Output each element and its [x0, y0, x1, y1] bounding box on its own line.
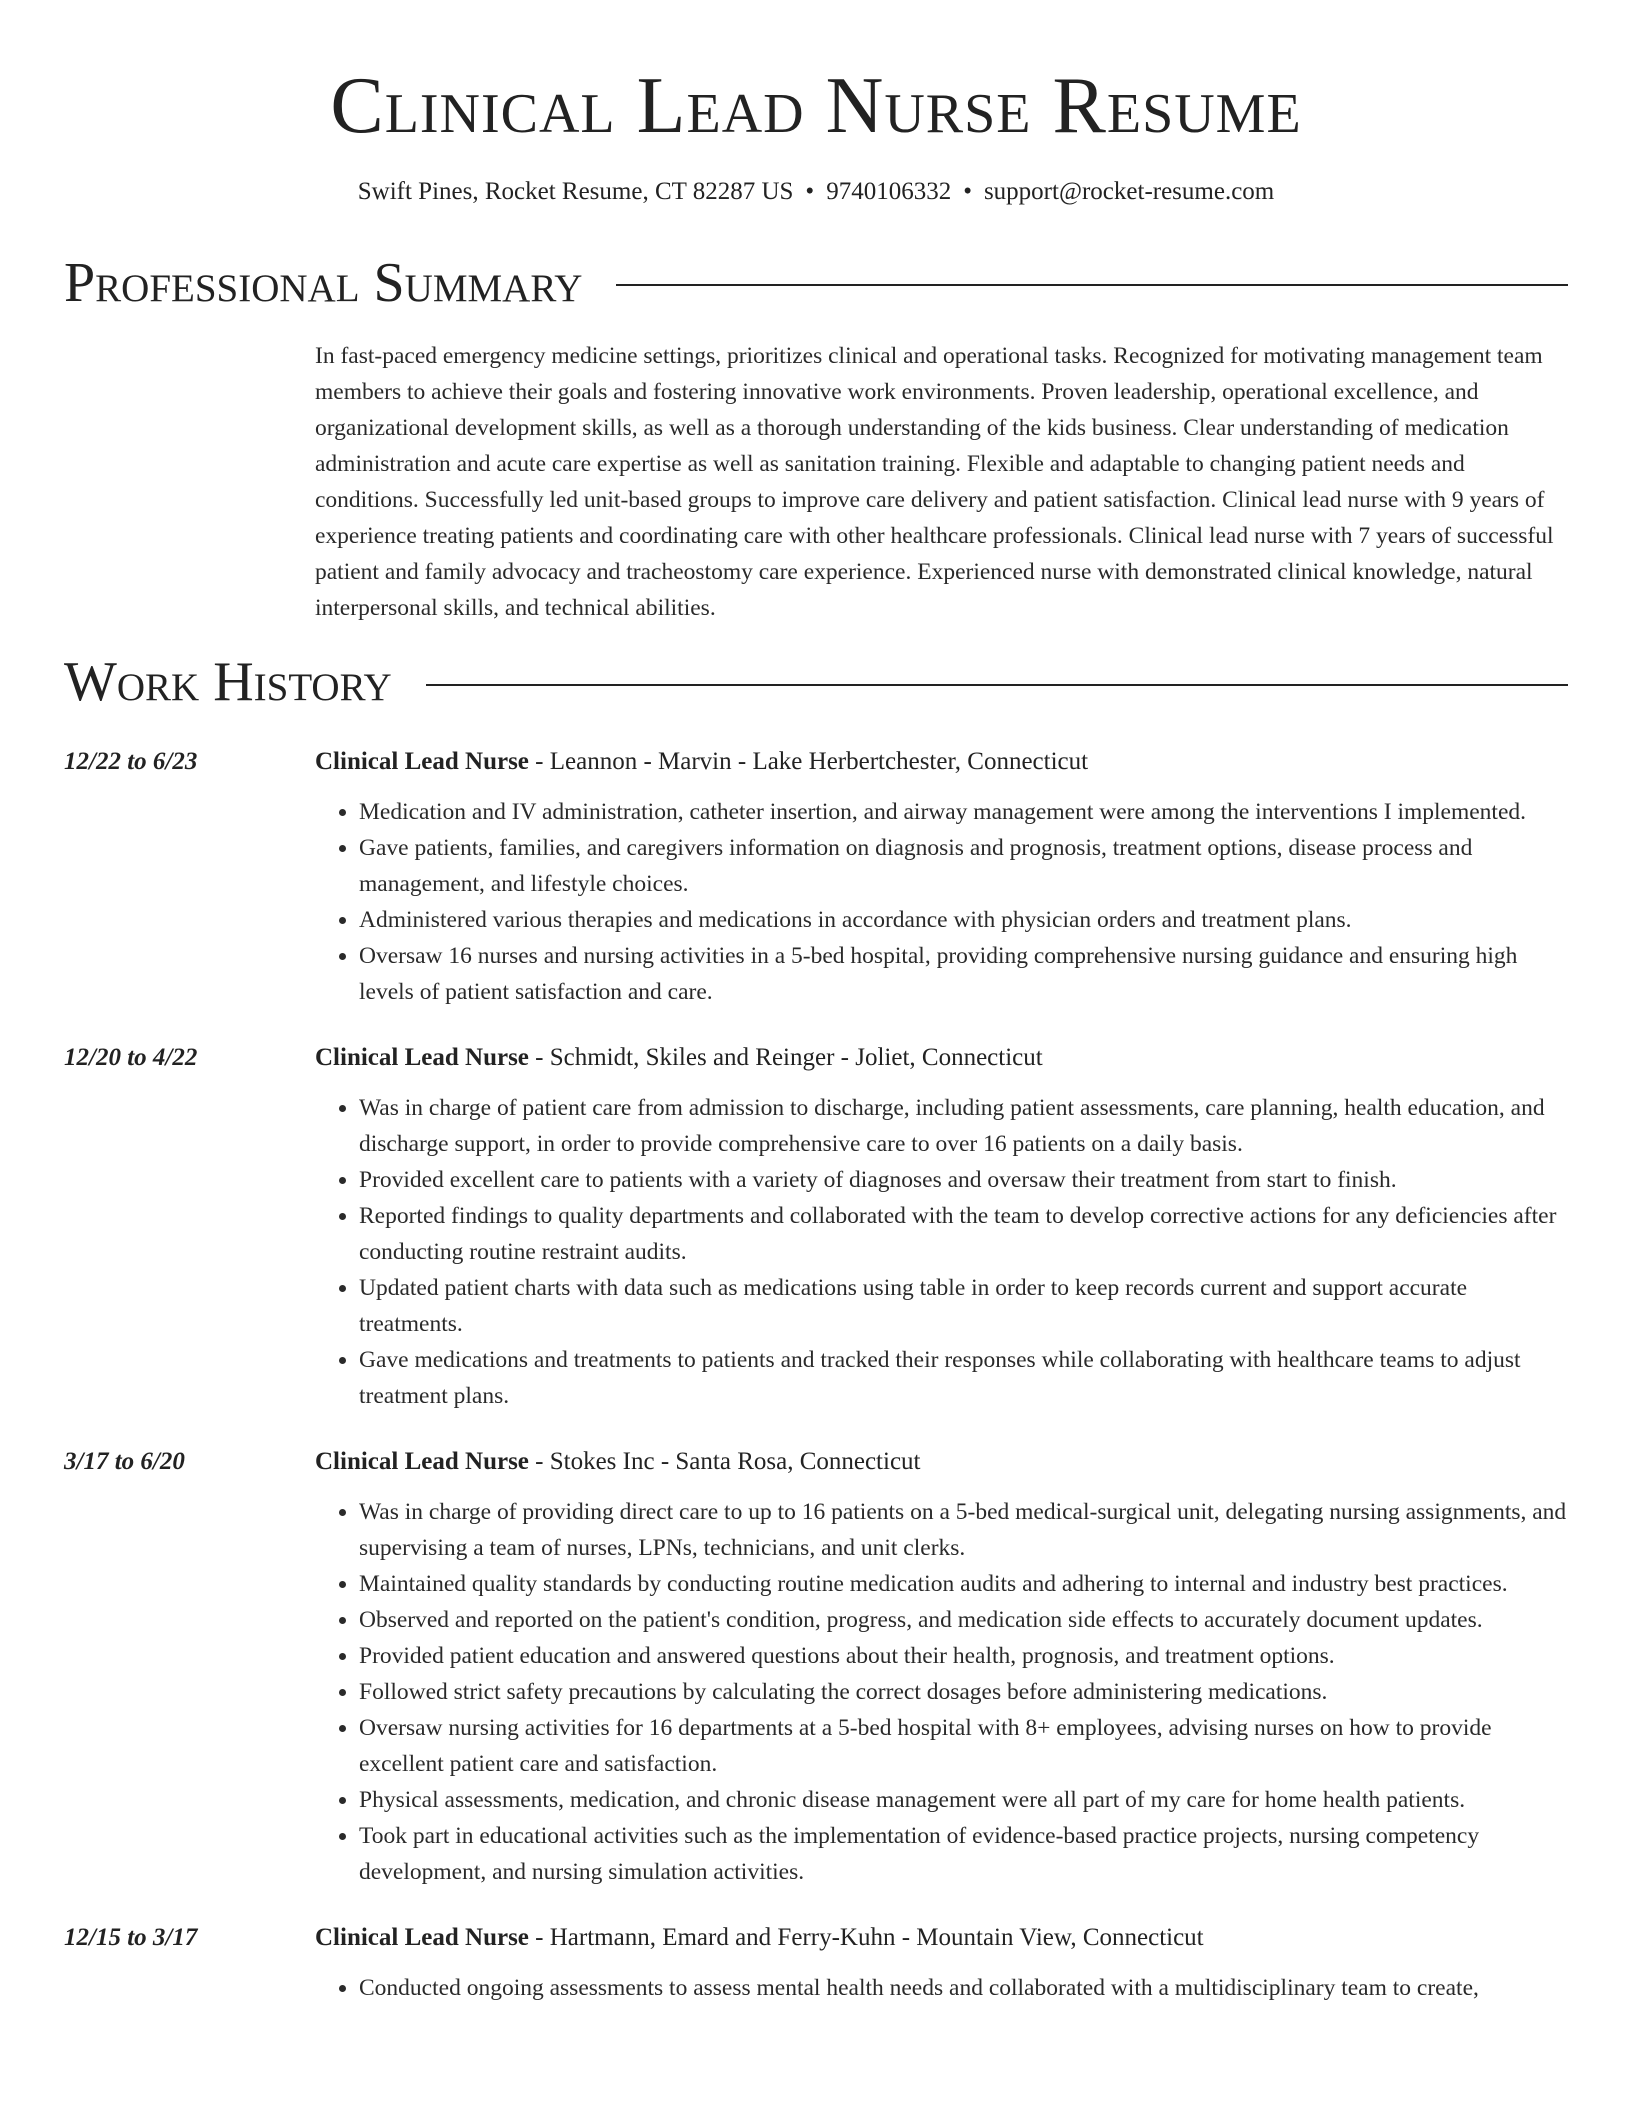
- section-title-summary: Professional Summary: [64, 251, 583, 314]
- job-title-line: [315, 744, 1568, 780]
- job-employer: - Schmidt, Skiles and Reinger - Joliet, Connecticut: [528, 1043, 1043, 1071]
- section-title-work: Work History: [64, 651, 392, 714]
- work-history-list: [64, 744, 1568, 2006]
- job-role: Clinical Lead Nurse: [315, 1043, 529, 1071]
- job-bullet-list: [315, 1494, 1568, 1890]
- summary-text: In fast-paced emergency medicine settings, prioritizes clinical and operational tasks. Recognized for motivating management team members to achieve their goals and fostering innovative work environments. Proven leadership, operational excellence, and organizational development skills, as well as a thorough understanding of the kids business. Clear understanding of medication administration and acute care expertise as well as sanitation training. Flexible and adaptable to changing patient needs and conditions. Successfully led unit-based groups to improve care delivery and patient satisfaction. Clinical lead nurse with 9 years of experience treating patients and coordinating care with other healthcare professionals. Clinical lead nurse with 7 years of successful patient and family advocacy and tracheostomy care experience. Experienced nurse with demonstrated clinical knowledge, natural interpersonal skills, and technical abilities.: [315, 343, 1554, 622]
- job-body: [315, 744, 1568, 1010]
- job-bullet: • Gave patients, families, and caregivers information on diagnosis and prognosis, treatment options, disease process and management, and lifestyle choices.: [359, 830, 1568, 902]
- job-bullet: • Was in charge of providing direct care to up to 16 patients on a 5-bed medical-surgical unit, delegating nursing assignments, and supervising a team of nurses, LPNs, technicians, and unit clerks.: [359, 1494, 1568, 1566]
- job-title-line: [315, 1040, 1568, 1076]
- job-dates: 12/20 to 4/22: [64, 1043, 198, 1071]
- job-bullet: • Took part in educational activities such as the implementation of evidence-based practice projects, nursing competency development, and nursing simulation activities.: [359, 1818, 1568, 1890]
- job-dates: 12/22 to 6/23: [64, 747, 198, 775]
- job-role: Clinical Lead Nurse: [315, 1447, 529, 1475]
- job-dates: 3/17 to 6/20: [64, 1447, 185, 1475]
- job-bullet: • Gave medications and treatments to patients and tracked their responses while collaborating with healthcare teams to adjust treatment plans.: [359, 1342, 1568, 1414]
- job-entry: [64, 744, 1568, 1010]
- job-bullet-list: [315, 794, 1568, 1010]
- contact-info: [64, 176, 1568, 209]
- job-bullet: • Maintained quality standards by conducting routine medication audits and adhering to internal and industry best practices.: [359, 1566, 1568, 1602]
- job-role: Clinical Lead Nurse: [315, 1923, 529, 1951]
- job-bullet: • Followed strict safety precautions by calculating the correct dosages before administering medications.: [359, 1674, 1568, 1710]
- job-bullet: • Oversaw 16 nurses and nursing activities in a 5-bed hospital, providing comprehensive nursing guidance and ensuring high levels of patient satisfaction and care.: [359, 938, 1568, 1010]
- job-bullet: • Physical assessments, medication, and chronic disease management were all part of my care for home health patients.: [359, 1782, 1568, 1818]
- job-bullet: • Oversaw nursing activities for 16 departments at a 5-bed hospital with 8+ employees, advising nurses on how to provide excellent patient care and satisfaction.: [359, 1710, 1568, 1782]
- job-bullet: • Provided excellent care to patients with a variety of diagnoses and oversaw their treatment from start to finish.: [359, 1162, 1568, 1198]
- job-body: [315, 1444, 1568, 1890]
- contact-separator: •: [963, 178, 972, 205]
- job-bullet: • Administered various therapies and medications in accordance with physician orders and treatment plans.: [359, 902, 1568, 938]
- job-bullet: • Conducted ongoing assessments to assess mental health needs and collaborated with a multidisciplinary team to create,: [359, 1970, 1568, 2006]
- job-bullet-list: [315, 1090, 1568, 1414]
- job-body: [315, 1920, 1568, 2006]
- section-divider: [616, 284, 1568, 286]
- job-role: Clinical Lead Nurse: [315, 747, 529, 775]
- contact-separator: •: [805, 178, 815, 205]
- section-divider: [426, 684, 1568, 686]
- job-employer: - Leannon - Marvin - Lake Herbertchester, Connecticut: [528, 747, 1089, 775]
- job-dates: 12/15 to 3/17: [64, 1923, 198, 1951]
- job-body: [315, 1040, 1568, 1414]
- job-entry: [64, 1040, 1568, 1414]
- section-header-work: [64, 652, 1568, 714]
- job-title-line: [315, 1920, 1568, 1956]
- job-employer: - Stokes Inc - Santa Rosa, Connecticut: [528, 1447, 921, 1475]
- job-bullet: • Reported findings to quality departments and collaborated with the team to develop corrective actions for any deficiencies after conducting routine restraint audits.: [359, 1198, 1568, 1270]
- job-bullet: • Provided patient education and answered questions about their health, prognosis, and treatment options.: [359, 1638, 1568, 1674]
- job-bullet-list: [315, 1970, 1568, 2006]
- job-bullet: • Was in charge of patient care from admission to discharge, including patient assessments, care planning, health education, and discharge support, in order to provide comprehensive care to over 16 patients on a daily basis.: [359, 1090, 1568, 1162]
- section-header-summary: [64, 253, 1568, 315]
- job-entry: [64, 1920, 1568, 2006]
- job-employer: - Hartmann, Emard and Ferry-Kuhn - Mountain View, Connecticut: [528, 1923, 1204, 1951]
- job-entry: [64, 1444, 1568, 1890]
- job-bullet: • Observed and reported on the patient's condition, progress, and medication side effects to accurately document updates.: [359, 1602, 1568, 1638]
- job-bullet: • Updated patient charts with data such as medications using table in order to keep records current and support accurate treatments.: [359, 1270, 1568, 1342]
- job-bullet: • Medication and IV administration, catheter insertion, and airway management were among the interventions I implemented.: [359, 794, 1568, 830]
- document-title: Clinical Lead Nurse Resume: [330, 62, 1302, 150]
- job-title-line: [315, 1444, 1568, 1480]
- contact-email: support@rocket-resume.com: [983, 178, 1275, 205]
- contact-address: Swift Pines, Rocket Resume, CT 82287 US: [357, 178, 794, 205]
- contact-phone: 9740106332: [826, 178, 952, 205]
